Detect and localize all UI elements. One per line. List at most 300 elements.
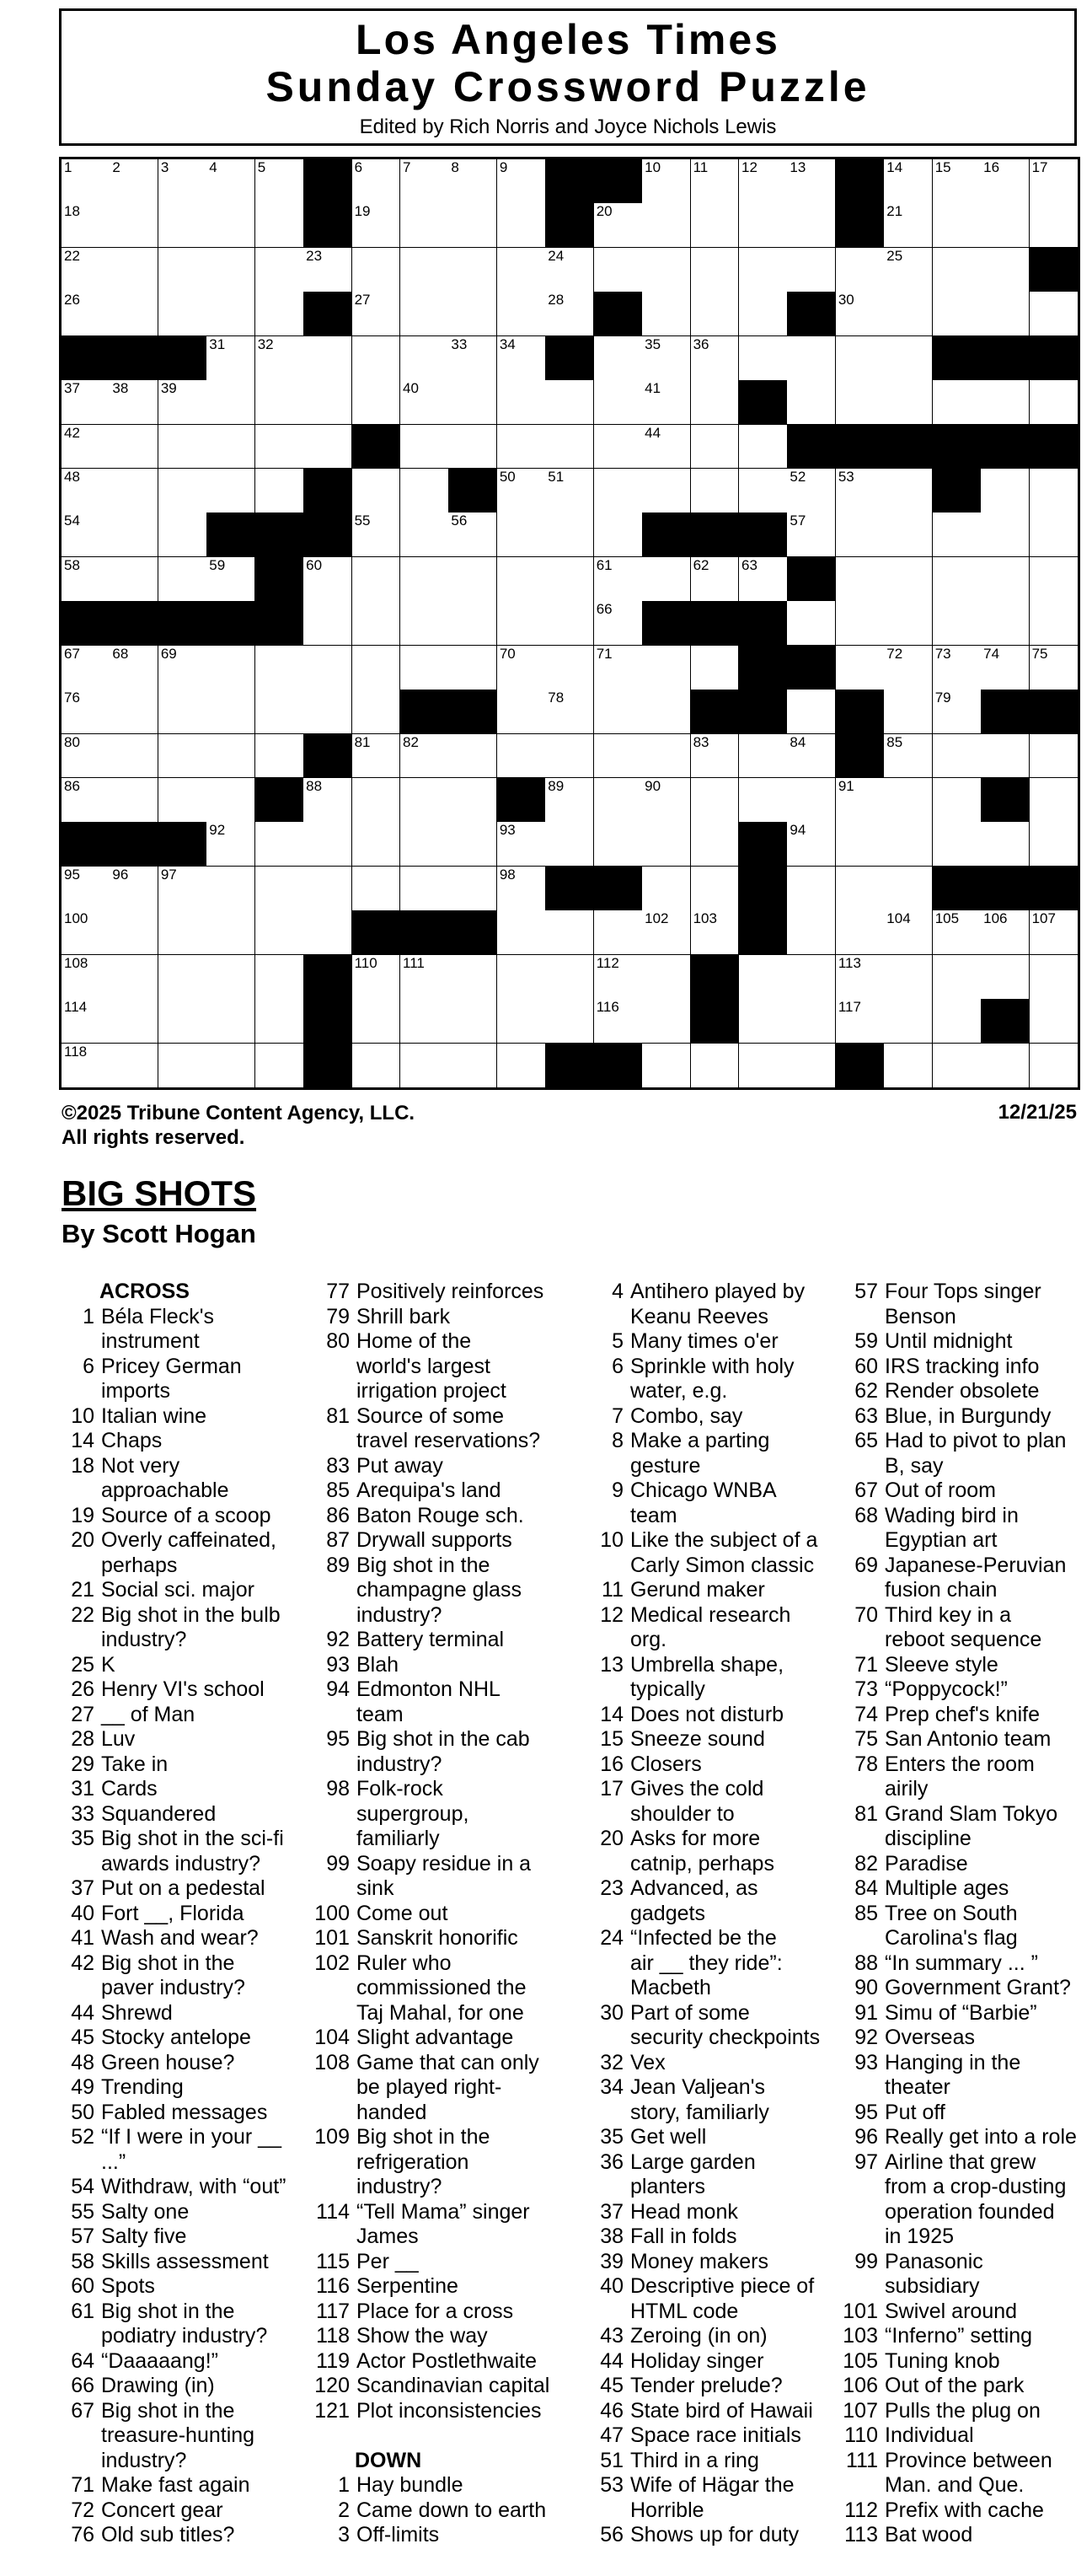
grid-cell[interactable] (787, 159, 836, 204)
grid-cell[interactable] (739, 734, 788, 779)
grid-cell[interactable] (400, 557, 449, 602)
grid-cell[interactable] (303, 646, 352, 690)
grid-cell[interactable] (255, 910, 304, 955)
grid-cell[interactable] (110, 955, 158, 1000)
grid-cell[interactable] (691, 336, 740, 381)
grid-cell[interactable] (836, 999, 885, 1044)
grid-cell[interactable] (255, 159, 304, 204)
grid-cell[interactable] (206, 646, 255, 690)
grid-cell[interactable] (933, 822, 982, 867)
grid-cell[interactable] (158, 646, 207, 690)
grid-cell[interactable] (206, 778, 255, 823)
grid-cell[interactable] (884, 999, 933, 1044)
grid-cell[interactable] (787, 955, 836, 1000)
grid-cell[interactable] (255, 336, 304, 381)
grid-cell[interactable] (110, 910, 158, 955)
grid-cell[interactable] (642, 646, 691, 690)
grid-cell[interactable] (255, 248, 304, 292)
grid-cell[interactable] (62, 867, 110, 911)
grid-cell[interactable] (933, 778, 982, 823)
grid-cell[interactable] (594, 469, 643, 513)
grid-cell[interactable] (594, 513, 643, 557)
grid-cell[interactable] (303, 778, 352, 823)
grid-cell[interactable] (545, 557, 594, 602)
grid-cell[interactable] (787, 248, 836, 292)
grid-cell[interactable] (981, 601, 1030, 646)
grid-cell[interactable] (739, 292, 788, 336)
grid-cell[interactable] (836, 778, 885, 823)
grid-cell[interactable] (642, 822, 691, 867)
grid-cell[interactable] (497, 955, 546, 1000)
grid-cell[interactable] (448, 778, 497, 823)
grid-cell[interactable] (497, 513, 546, 557)
grid-cell[interactable] (400, 955, 449, 1000)
grid-cell[interactable] (933, 690, 982, 734)
grid-cell[interactable] (352, 513, 401, 557)
grid-cell[interactable] (691, 822, 740, 867)
grid-cell[interactable] (497, 867, 546, 911)
grid-cell[interactable] (158, 690, 207, 734)
grid-cell[interactable] (448, 292, 497, 336)
grid-cell[interactable] (1030, 513, 1079, 557)
grid-cell[interactable] (739, 778, 788, 823)
grid-cell[interactable] (158, 557, 207, 602)
grid-cell[interactable] (158, 203, 207, 248)
grid-cell[interactable] (642, 203, 691, 248)
grid-cell[interactable] (448, 380, 497, 425)
grid-cell[interactable] (110, 248, 158, 292)
grid-cell[interactable] (981, 955, 1030, 1000)
grid-cell[interactable] (545, 469, 594, 513)
grid-cell[interactable] (497, 910, 546, 955)
grid-cell[interactable] (594, 425, 643, 470)
grid-cell[interactable] (739, 955, 788, 1000)
grid-cell[interactable] (545, 690, 594, 734)
grid-cell[interactable] (884, 690, 933, 734)
grid-cell[interactable] (158, 910, 207, 955)
grid-cell[interactable] (352, 292, 401, 336)
grid-cell[interactable] (352, 778, 401, 823)
grid-cell[interactable] (836, 822, 885, 867)
grid-cell[interactable] (594, 646, 643, 690)
grid-cell[interactable] (1030, 380, 1079, 425)
grid-cell[interactable] (303, 557, 352, 602)
grid-cell[interactable] (255, 646, 304, 690)
grid-cell[interactable] (933, 646, 982, 690)
grid-cell[interactable] (884, 822, 933, 867)
grid-cell[interactable] (739, 999, 788, 1044)
grid-cell[interactable] (255, 203, 304, 248)
grid-cell[interactable] (739, 469, 788, 513)
grid-cell[interactable] (255, 999, 304, 1044)
grid-cell[interactable] (594, 910, 643, 955)
grid-cell[interactable] (884, 646, 933, 690)
grid-cell[interactable] (933, 1044, 982, 1088)
grid-cell[interactable] (303, 910, 352, 955)
grid-cell[interactable] (400, 336, 449, 381)
grid-cell[interactable] (62, 999, 110, 1044)
grid-cell[interactable] (739, 248, 788, 292)
grid-cell[interactable] (884, 336, 933, 381)
grid-cell[interactable] (642, 734, 691, 779)
grid-cell[interactable] (787, 867, 836, 911)
grid-cell[interactable] (933, 734, 982, 779)
grid-cell[interactable] (255, 822, 304, 867)
grid-cell[interactable] (62, 425, 110, 470)
grid-cell[interactable] (545, 778, 594, 823)
grid-cell[interactable] (206, 955, 255, 1000)
grid-cell[interactable] (448, 336, 497, 381)
grid-cell[interactable] (448, 734, 497, 779)
grid-cell[interactable] (884, 778, 933, 823)
grid-cell[interactable] (303, 822, 352, 867)
grid-cell[interactable] (933, 159, 982, 204)
grid-cell[interactable] (110, 867, 158, 911)
grid-cell[interactable] (787, 601, 836, 646)
grid-cell[interactable] (1030, 469, 1079, 513)
grid-cell[interactable] (933, 601, 982, 646)
grid-cell[interactable] (691, 203, 740, 248)
grid-cell[interactable] (206, 690, 255, 734)
grid-cell[interactable] (62, 910, 110, 955)
grid-cell[interactable] (642, 1044, 691, 1088)
grid-cell[interactable] (497, 469, 546, 513)
grid-cell[interactable] (545, 646, 594, 690)
grid-cell[interactable] (352, 380, 401, 425)
grid-cell[interactable] (642, 690, 691, 734)
grid-cell[interactable] (545, 734, 594, 779)
grid-cell[interactable] (594, 203, 643, 248)
grid-cell[interactable] (1030, 910, 1079, 955)
grid-cell[interactable] (448, 159, 497, 204)
grid-cell[interactable] (497, 292, 546, 336)
grid-cell[interactable] (400, 292, 449, 336)
grid-cell[interactable] (255, 425, 304, 470)
grid-cell[interactable] (884, 469, 933, 513)
grid-cell[interactable] (594, 690, 643, 734)
grid-cell[interactable] (787, 1044, 836, 1088)
grid-cell[interactable] (158, 425, 207, 470)
grid-cell[interactable] (448, 557, 497, 602)
grid-cell[interactable] (1030, 292, 1079, 336)
grid-cell[interactable] (400, 513, 449, 557)
grid-cell[interactable] (884, 601, 933, 646)
grid-cell[interactable] (1030, 999, 1079, 1044)
grid-cell[interactable] (352, 646, 401, 690)
grid-cell[interactable] (448, 425, 497, 470)
grid-cell[interactable] (497, 1044, 546, 1088)
grid-cell[interactable] (206, 248, 255, 292)
grid-cell[interactable] (497, 159, 546, 204)
grid-cell[interactable] (594, 955, 643, 1000)
grid-cell[interactable] (303, 601, 352, 646)
grid-cell[interactable] (206, 734, 255, 779)
grid-cell[interactable] (400, 469, 449, 513)
grid-cell[interactable] (884, 513, 933, 557)
grid-cell[interactable] (497, 248, 546, 292)
grid-cell[interactable] (981, 380, 1030, 425)
grid-cell[interactable] (787, 380, 836, 425)
grid-cell[interactable] (497, 380, 546, 425)
grid-cell[interactable] (884, 955, 933, 1000)
grid-cell[interactable] (400, 822, 449, 867)
grid-cell[interactable] (594, 248, 643, 292)
grid-cell[interactable] (884, 1044, 933, 1088)
grid-cell[interactable] (400, 248, 449, 292)
grid-cell[interactable] (642, 469, 691, 513)
grid-cell[interactable] (62, 646, 110, 690)
grid-cell[interactable] (836, 380, 885, 425)
grid-cell[interactable] (110, 203, 158, 248)
grid-cell[interactable] (642, 380, 691, 425)
grid-cell[interactable] (981, 1044, 1030, 1088)
grid-cell[interactable] (158, 292, 207, 336)
grid-cell[interactable] (691, 867, 740, 911)
grid-cell[interactable] (787, 910, 836, 955)
grid-cell[interactable] (303, 867, 352, 911)
grid-cell[interactable] (62, 380, 110, 425)
grid-cell[interactable] (110, 734, 158, 779)
grid-cell[interactable] (448, 248, 497, 292)
grid-cell[interactable] (884, 159, 933, 204)
grid-cell[interactable] (594, 822, 643, 867)
grid-cell[interactable] (739, 425, 788, 470)
grid-cell[interactable] (255, 955, 304, 1000)
grid-cell[interactable] (691, 380, 740, 425)
grid-cell[interactable] (448, 646, 497, 690)
grid-cell[interactable] (545, 955, 594, 1000)
grid-cell[interactable] (642, 425, 691, 470)
grid-cell[interactable] (642, 955, 691, 1000)
grid-cell[interactable] (62, 955, 110, 1000)
grid-cell[interactable] (352, 601, 401, 646)
grid-cell[interactable] (206, 292, 255, 336)
grid-cell[interactable] (255, 292, 304, 336)
grid-cell[interactable] (691, 557, 740, 602)
grid-cell[interactable] (739, 336, 788, 381)
grid-cell[interactable] (255, 380, 304, 425)
grid-cell[interactable] (545, 822, 594, 867)
grid-cell[interactable] (545, 292, 594, 336)
grid-cell[interactable] (352, 203, 401, 248)
grid-cell[interactable] (255, 867, 304, 911)
grid-cell[interactable] (448, 867, 497, 911)
grid-cell[interactable] (836, 910, 885, 955)
grid-cell[interactable] (206, 425, 255, 470)
grid-cell[interactable] (352, 1044, 401, 1088)
grid-cell[interactable] (497, 646, 546, 690)
grid-cell[interactable] (691, 910, 740, 955)
grid-cell[interactable] (691, 159, 740, 204)
grid-cell[interactable] (933, 910, 982, 955)
grid-cell[interactable] (158, 248, 207, 292)
grid-cell[interactable] (933, 955, 982, 1000)
grid-cell[interactable] (981, 557, 1030, 602)
grid-cell[interactable] (400, 425, 449, 470)
grid-cell[interactable] (1030, 778, 1079, 823)
grid-cell[interactable] (981, 910, 1030, 955)
grid-cell[interactable] (206, 867, 255, 911)
grid-cell[interactable] (206, 380, 255, 425)
grid-cell[interactable] (545, 910, 594, 955)
grid-cell[interactable] (884, 557, 933, 602)
grid-cell[interactable] (303, 248, 352, 292)
grid-cell[interactable] (933, 999, 982, 1044)
grid-cell[interactable] (545, 999, 594, 1044)
grid-cell[interactable] (62, 159, 110, 204)
grid-cell[interactable] (158, 380, 207, 425)
grid-cell[interactable] (981, 159, 1030, 204)
grid-cell[interactable] (62, 469, 110, 513)
grid-cell[interactable] (594, 734, 643, 779)
grid-cell[interactable] (1030, 159, 1079, 204)
grid-cell[interactable] (836, 469, 885, 513)
grid-cell[interactable] (110, 1044, 158, 1088)
grid-cell[interactable] (158, 867, 207, 911)
grid-cell[interactable] (981, 469, 1030, 513)
grid-cell[interactable] (787, 203, 836, 248)
grid-cell[interactable] (594, 778, 643, 823)
grid-cell[interactable] (448, 203, 497, 248)
grid-cell[interactable] (352, 734, 401, 779)
grid-cell[interactable] (884, 292, 933, 336)
grid-cell[interactable] (691, 646, 740, 690)
grid-cell[interactable] (303, 336, 352, 381)
grid-cell[interactable] (448, 822, 497, 867)
grid-cell[interactable] (62, 513, 110, 557)
grid-cell[interactable] (836, 557, 885, 602)
grid-cell[interactable] (110, 646, 158, 690)
grid-cell[interactable] (787, 513, 836, 557)
grid-cell[interactable] (206, 1044, 255, 1088)
grid-cell[interactable] (981, 292, 1030, 336)
grid-cell[interactable] (1030, 646, 1079, 690)
grid-cell[interactable] (206, 336, 255, 381)
grid-cell[interactable] (981, 646, 1030, 690)
grid-cell[interactable] (400, 646, 449, 690)
grid-cell[interactable] (1030, 203, 1079, 248)
grid-cell[interactable] (981, 513, 1030, 557)
grid-cell[interactable] (981, 822, 1030, 867)
grid-cell[interactable] (62, 1044, 110, 1088)
grid-cell[interactable] (691, 425, 740, 470)
grid-cell[interactable] (400, 203, 449, 248)
grid-cell[interactable] (1030, 1044, 1079, 1088)
grid-cell[interactable] (352, 248, 401, 292)
grid-cell[interactable] (836, 867, 885, 911)
grid-cell[interactable] (400, 380, 449, 425)
grid-cell[interactable] (594, 557, 643, 602)
grid-cell[interactable] (110, 513, 158, 557)
grid-cell[interactable] (739, 557, 788, 602)
grid-cell[interactable] (787, 734, 836, 779)
grid-cell[interactable] (1030, 734, 1079, 779)
grid-cell[interactable] (158, 469, 207, 513)
grid-cell[interactable] (110, 425, 158, 470)
grid-cell[interactable] (497, 425, 546, 470)
grid-cell[interactable] (691, 734, 740, 779)
grid-cell[interactable] (352, 822, 401, 867)
grid-cell[interactable] (691, 248, 740, 292)
grid-cell[interactable] (110, 690, 158, 734)
grid-cell[interactable] (545, 601, 594, 646)
grid-cell[interactable] (158, 513, 207, 557)
grid-cell[interactable] (691, 292, 740, 336)
grid-cell[interactable] (206, 822, 255, 867)
grid-cell[interactable] (400, 778, 449, 823)
grid-cell[interactable] (836, 248, 885, 292)
grid-cell[interactable] (545, 248, 594, 292)
grid-cell[interactable] (787, 778, 836, 823)
grid-cell[interactable] (642, 867, 691, 911)
grid-cell[interactable] (884, 203, 933, 248)
grid-cell[interactable] (62, 248, 110, 292)
grid-cell[interactable] (206, 557, 255, 602)
grid-cell[interactable] (1030, 557, 1079, 602)
grid-cell[interactable] (787, 999, 836, 1044)
grid-cell[interactable] (691, 778, 740, 823)
grid-cell[interactable] (836, 646, 885, 690)
grid-cell[interactable] (255, 690, 304, 734)
grid-cell[interactable] (497, 734, 546, 779)
grid-cell[interactable] (352, 557, 401, 602)
grid-cell[interactable] (1030, 955, 1079, 1000)
grid-cell[interactable] (448, 601, 497, 646)
grid-cell[interactable] (448, 955, 497, 1000)
grid-cell[interactable] (933, 557, 982, 602)
grid-cell[interactable] (981, 734, 1030, 779)
grid-cell[interactable] (787, 469, 836, 513)
grid-cell[interactable] (787, 690, 836, 734)
grid-cell[interactable] (981, 203, 1030, 248)
grid-cell[interactable] (400, 734, 449, 779)
grid-cell[interactable] (110, 159, 158, 204)
grid-cell[interactable] (594, 601, 643, 646)
grid-cell[interactable] (352, 690, 401, 734)
grid-cell[interactable] (400, 159, 449, 204)
grid-cell[interactable] (642, 336, 691, 381)
grid-cell[interactable] (158, 999, 207, 1044)
grid-cell[interactable] (594, 380, 643, 425)
grid-cell[interactable] (884, 380, 933, 425)
grid-cell[interactable] (497, 822, 546, 867)
grid-cell[interactable] (497, 690, 546, 734)
grid-cell[interactable] (448, 1044, 497, 1088)
grid-cell[interactable] (787, 822, 836, 867)
grid-cell[interactable] (110, 380, 158, 425)
grid-cell[interactable] (110, 469, 158, 513)
grid-cell[interactable] (110, 292, 158, 336)
grid-cell[interactable] (691, 469, 740, 513)
grid-cell[interactable] (642, 910, 691, 955)
grid-cell[interactable] (400, 601, 449, 646)
grid-cell[interactable] (933, 380, 982, 425)
grid-cell[interactable] (933, 513, 982, 557)
grid-cell[interactable] (400, 999, 449, 1044)
grid-cell[interactable] (545, 380, 594, 425)
grid-cell[interactable] (303, 380, 352, 425)
grid-cell[interactable] (62, 557, 110, 602)
grid-cell[interactable] (545, 513, 594, 557)
grid-cell[interactable] (642, 159, 691, 204)
grid-cell[interactable] (158, 778, 207, 823)
grid-cell[interactable] (62, 690, 110, 734)
grid-cell[interactable] (739, 159, 788, 204)
grid-cell[interactable] (497, 601, 546, 646)
grid-cell[interactable] (303, 690, 352, 734)
grid-cell[interactable] (110, 778, 158, 823)
grid-cell[interactable] (448, 999, 497, 1044)
